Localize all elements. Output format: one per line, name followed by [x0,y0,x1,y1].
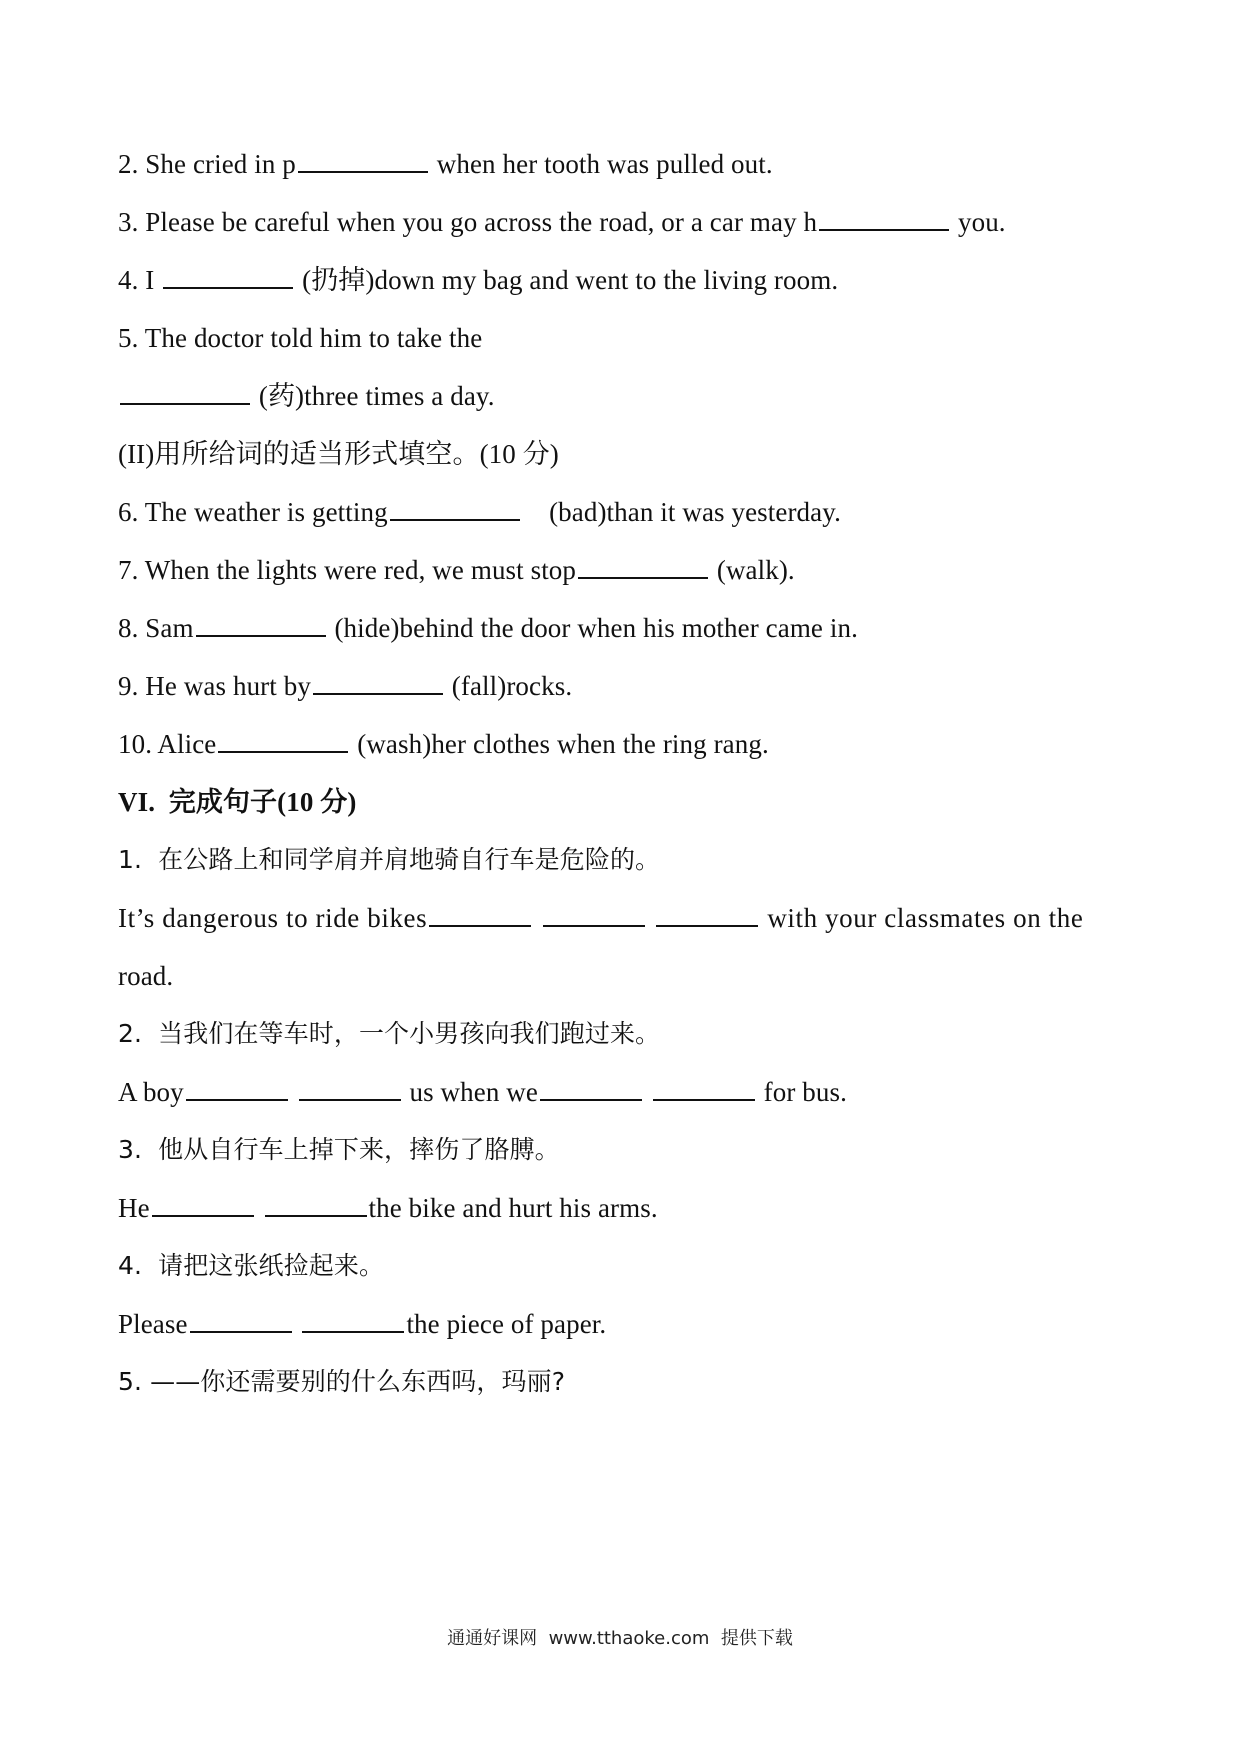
question-text: (walk). [710,555,795,585]
question-v-7 [118,553,1138,587]
question-vi-4-en [118,1307,1138,1341]
chinese-prompt: 2. 当我们在等车时，一个小男孩向我们跑过来。 [118,1019,661,1048]
question-v-10 [118,727,1138,761]
question-text: the piece of paper. [406,1309,607,1339]
question-vi-2-cn [118,1017,1138,1051]
section-heading-text: VI. 完成句子(10 分) [118,787,357,817]
question-text: (扔掉)down my bag and went to the living room. [295,265,839,295]
question-text: 8. Sam [118,613,194,643]
chinese-prompt: 4. 请把这张纸捡起来。 [118,1251,385,1280]
instruction-text: (II)用所给词的适当形式填空。(10 分) [118,439,559,469]
question-text: 3. Please be careful when you go across the road, or a car may h [118,207,818,237]
question-text: A boy [118,1077,184,1107]
question-vi-1-en-line2 [118,959,1138,993]
question-text: 2. She cried in p [118,149,296,179]
question-vi-2-en [118,1075,1138,1109]
question-v-5-line1 [118,321,1138,355]
question-vi-4-cn [118,1249,1138,1283]
footer-text: 通通好课网 www.tthaoke.com 提供下载 [447,1628,793,1649]
question-text: 7. When the lights were red, we must stop [118,555,577,585]
answer-blank[interactable] [163,286,293,289]
question-text: us when we [402,1077,538,1107]
part-ii-instruction [118,437,1138,471]
question-v-6 [118,495,1138,529]
answer-blank[interactable] [120,402,250,405]
question-vi-1-cn [118,843,1138,877]
question-vi-1-en [118,901,1138,935]
question-vi-5-cn [118,1365,1138,1399]
answer-blank[interactable] [540,1098,642,1101]
question-text: (fall)rocks. [444,671,573,701]
answer-blank[interactable] [218,750,348,753]
question-text: 10. Alice [118,729,217,759]
question-text: the bike and hurt his arms. [368,1193,658,1223]
question-v-2 [118,147,1138,181]
question-text: 5. The doctor told him to take the [118,323,483,353]
footer-watermark [0,1624,1240,1650]
question-text: (hide)behind the door when his mother came in. [327,613,858,643]
question-text: for bus. [756,1077,847,1107]
answer-blank[interactable] [429,924,531,927]
question-text: 4. I [118,265,162,295]
answer-blank[interactable] [656,924,758,927]
question-text: (药)three times a day. [252,381,495,411]
answer-blank[interactable] [390,518,520,521]
question-text: with your classmates on the [759,903,1084,933]
answer-blank[interactable] [578,576,708,579]
chinese-prompt: 3. 他从自行车上掉下来，摔伤了胳膊。 [118,1135,560,1164]
question-v-4 [118,263,1138,297]
question-text: It’s dangerous to ride bikes [118,903,428,933]
question-v-9 [118,669,1138,703]
answer-blank[interactable] [298,170,428,173]
answer-blank[interactable] [190,1330,292,1333]
question-text: 9. He was hurt by [118,671,311,701]
question-text: you. [951,207,1006,237]
question-v-5-line2 [118,379,1138,413]
answer-blank[interactable] [313,692,443,695]
question-text: (wash)her clothes when the ring rang. [350,729,769,759]
question-text: road. [118,961,174,991]
question-v-3 [118,205,1138,239]
question-text: Please [118,1309,188,1339]
answer-blank[interactable] [152,1214,254,1217]
chinese-prompt: 1. 在公路上和同学肩并肩地骑自行车是危险的。 [118,845,661,874]
section-vi-heading [118,785,1138,819]
question-v-8 [118,611,1138,645]
question-vi-3-cn [118,1133,1138,1167]
answer-blank[interactable] [819,228,949,231]
answer-blank[interactable] [265,1214,367,1217]
answer-blank[interactable] [299,1098,401,1101]
question-text: when her tooth was pulled out. [429,149,773,179]
answer-blank[interactable] [653,1098,755,1101]
answer-blank[interactable] [302,1330,404,1333]
chinese-prompt: 5. ——你还需要别的什么东西吗，玛丽? [118,1367,566,1396]
question-text: 6. The weather is getting [118,497,388,527]
answer-blank[interactable] [543,924,645,927]
answer-blank[interactable] [186,1098,288,1101]
question-text: He [118,1193,150,1223]
answer-blank[interactable] [196,634,326,637]
question-vi-3-en [118,1191,1138,1225]
question-text: (bad)than it was yesterday. [521,497,841,527]
